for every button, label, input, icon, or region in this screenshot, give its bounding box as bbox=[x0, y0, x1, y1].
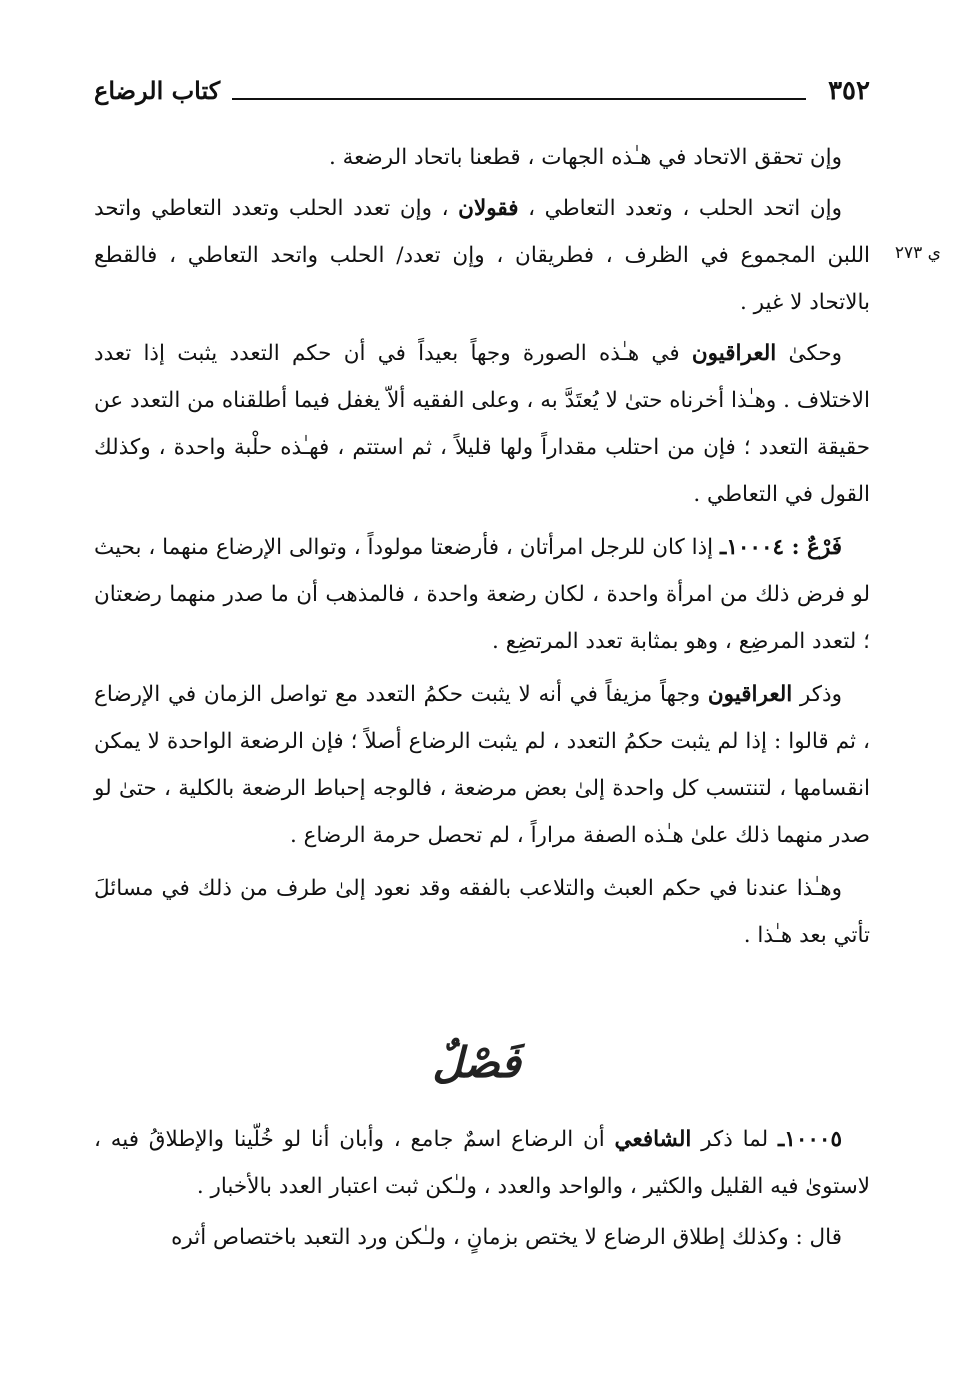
paragraph-5-text-b: وجهاً مزيفاً في أنه لا يثبت حكمُ التعدد مع تواصل الزمان في الإرضاع ، ثم قالوا : إذا لم يثبت حكمُ التعدد ، لم يثبت الرضاع أصلاً ؛ فإن الرضعة الواحدة لا يمكن انقسامها ، لتنتسب كل واحدة إلىٰ بعض مرضعة ، فالوجه إحباط الرضعة بالكلية ، حتىٰ لو صدر منهما ذلك علىٰ هـٰذه الصفة مراراً ، لم تحصل حرمة الرضاع . bbox=[94, 682, 870, 848]
paragraph-2-bold: فقولان bbox=[458, 196, 519, 221]
paragraph-7-text-a: لما ذكر bbox=[701, 1127, 769, 1152]
paragraph-8-text: قال : وكذلك إطلاق الرضاع لا يختص بزمانٍ ، ولـٰكن ورد التعبد باختصاص أثره bbox=[171, 1225, 842, 1250]
page-number: ٣٥٢ bbox=[828, 76, 870, 106]
paragraph-3 bbox=[94, 330, 870, 518]
paragraph-7-text-b: أن الرضاع اسمٌ جامع ، وأبان أنا لو خُلّينا والإطلاقُ فيه ، لاستوىٰ فيه القليل والكثير ، والواحد والعدد ، ولـٰكن ثبت اعتبار العدد بالأخبار . bbox=[94, 1127, 870, 1199]
text-block-3 bbox=[94, 1116, 870, 1261]
paragraph-6 bbox=[94, 865, 870, 959]
paragraph-2-text-a: وإن اتحد الحلب ، وتعدد التعاطي ، bbox=[528, 196, 842, 221]
paragraph-7-number: ١٠٠٠٥ـ bbox=[777, 1127, 843, 1152]
paragraph-2 bbox=[94, 185, 870, 326]
paragraph-4 bbox=[94, 524, 870, 665]
paragraph-5 bbox=[94, 671, 870, 859]
paragraph-3-text-a: وحكىٰ bbox=[788, 341, 842, 366]
section-heading-fasl: فَصْلٌ bbox=[432, 1038, 521, 1087]
paragraph-7 bbox=[94, 1116, 870, 1210]
paragraph-2-text-b: ، وإن تعدد الحلب وتعدد التعاطي واتحد اللبن المجموع في الظرف ، فطريقان ، وإن تعدد/ الحلب واتحد التعاطي ، فالقطع بالاتحاد لا غير . bbox=[94, 196, 870, 315]
paragraph-5-text-a: وذكر bbox=[799, 682, 842, 707]
text-block-1 bbox=[94, 134, 870, 326]
paragraph-6-text: وهـٰذا عندنا في حكم العبث والتلاعب بالفقه وقد نعود إلىٰ طرف من ذلك في مسائلَ تأتي بعد هـٰذا . bbox=[94, 876, 870, 948]
page-header bbox=[94, 74, 870, 114]
header-rule bbox=[232, 98, 806, 100]
paragraph-1 bbox=[94, 134, 870, 181]
paragraph-3-bold: العراقيون bbox=[691, 341, 777, 366]
paragraph-4-text: إذا كان للرجل امرأتان ، فأرضعتا مولوداً ، وتوالى الإرضاع منهما ، بحيث لو فرض ذلك من امرأة واحدة ، لكان رضعة واحدة ، فالمذهب أن ما صدر منهما رضعتان ؛ لتعدد المرضِع ، وهو بمثابة تعدد المرتضِع . bbox=[94, 535, 870, 654]
paragraph-7-bold: الشافعي bbox=[614, 1127, 692, 1152]
paragraph-3-text-b: في هـٰذه الصورة وجهاً بعيداً في أن حكم التعدد يثبت إذا تعدد الاختلاف . وهـٰذا أخرناه حتىٰ لا يُعتَدَّ به ، وعلى الفقيه ألاّ يغفل فيما أطلقناه من التعدد عن حقيقة التعدد ؛ فإن من احتلب مقداراً ولها قليلاً ، ثم استتم ، فهـٰذه حلْبة واحدة ، وكذلك القول في التعاطي . bbox=[94, 341, 870, 507]
text-block-2 bbox=[94, 330, 870, 959]
paragraph-8 bbox=[94, 1214, 870, 1261]
paragraph-5-bold: العراقيون bbox=[707, 682, 793, 707]
paragraph-1-text: وإن تحقق الاتحاد في هـٰذه الجهات ، قطعنا باتحاد الرضعة . bbox=[328, 145, 842, 170]
branch-label: فَرْعٌ : ١٠٠٠٤ـ bbox=[720, 535, 842, 560]
book-title: كتاب الرضاع bbox=[94, 76, 221, 105]
margin-reference: ي ٢٧٣ bbox=[894, 243, 941, 263]
